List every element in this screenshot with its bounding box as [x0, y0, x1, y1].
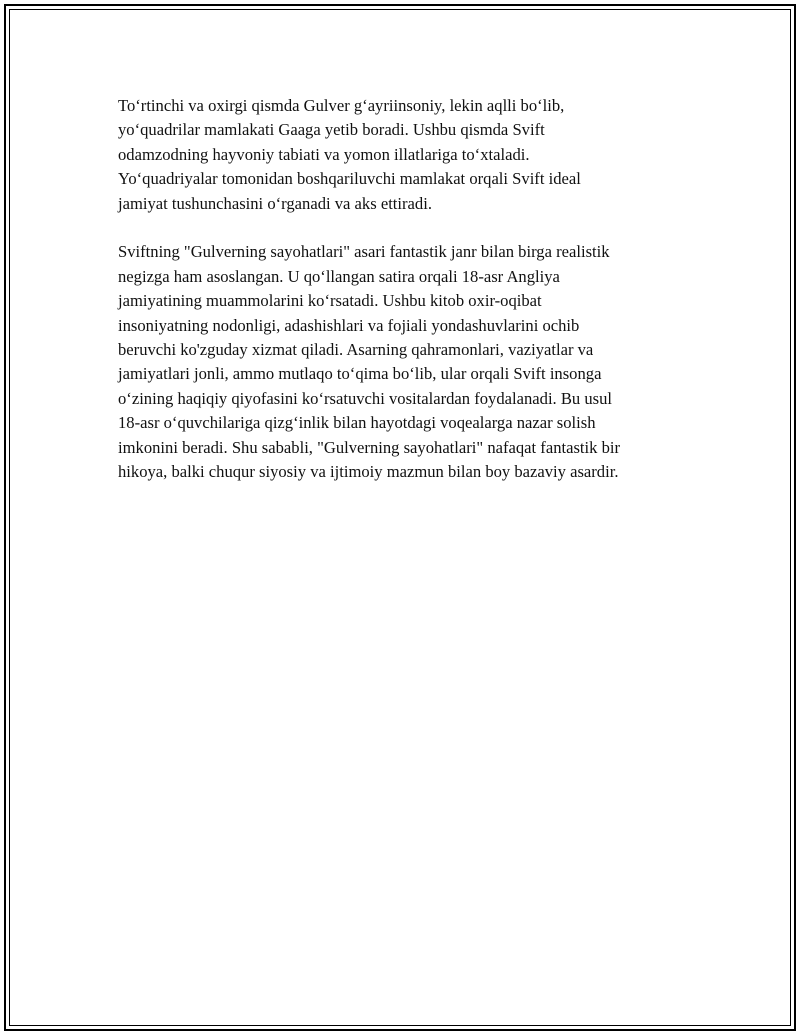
text-line: beruvchi ko'zguday xizmat qiladi. Asarning qahramonlari, vaziyatlar va [118, 340, 594, 360]
text-line: odamzodning hayvoniy tabiati va yomon illatlariga to‘xtaladi. [118, 144, 530, 164]
text-line: hikoya, balki chuqur siyosiy va ijtimoiy mazmun bilan boy bazaviy asardir. [118, 462, 619, 482]
text-line: o‘zining haqiqiy qiyofasini ko‘rsatuvchi vositalardan foydalanadi. Bu usul [118, 388, 613, 408]
text-line: jamiyat tushunchasini o‘rganadi va aks ettiradi. [118, 193, 432, 213]
text-line: jamiyatining muammolarini ko‘rsatadi. Ushbu kitob oxir-oqibat [118, 291, 542, 311]
text-line: Sviftning "Gulverning sayohatlari" asari fantastik janr bilan birga realistik [118, 242, 610, 262]
text-line: imkonini beradi. Shu sababli, "Gulverning sayohatlari" nafaqat fantastik bir [118, 437, 621, 457]
document-body [118, 94, 688, 509]
text-line: negizga ham asoslangan. U qo‘llangan satira orqali 18-asr Angliya [118, 266, 560, 286]
text-line: To‘rtinchi va oxirgi qismda Gulver g‘ayriinsoniy, lekin aqlli bo‘lib, [118, 96, 565, 115]
text-line: jamiyatlari jonli, ammo mutlaqo to‘qima bo‘lib, ular orqali Svift insonga [118, 364, 602, 384]
paragraph-1 [118, 94, 688, 216]
text-line: Yo‘quadriyalar tomonidan boshqariluvchi mamlakat orqali Svift ideal [118, 169, 581, 189]
paragraph-2 [118, 240, 688, 484]
text-line: insoniyatning nodonligi, adashishlari va fojiali yondashuvlarini ochib [118, 315, 580, 335]
text-line: 18-asr o‘quvchilariga qizg‘inlik bilan hayotdagi voqealarga nazar solish [118, 413, 596, 433]
text-line: yo‘quadrilar mamlakati Gaaga yetib boradi. Ushbu qismda Svift [118, 120, 545, 140]
